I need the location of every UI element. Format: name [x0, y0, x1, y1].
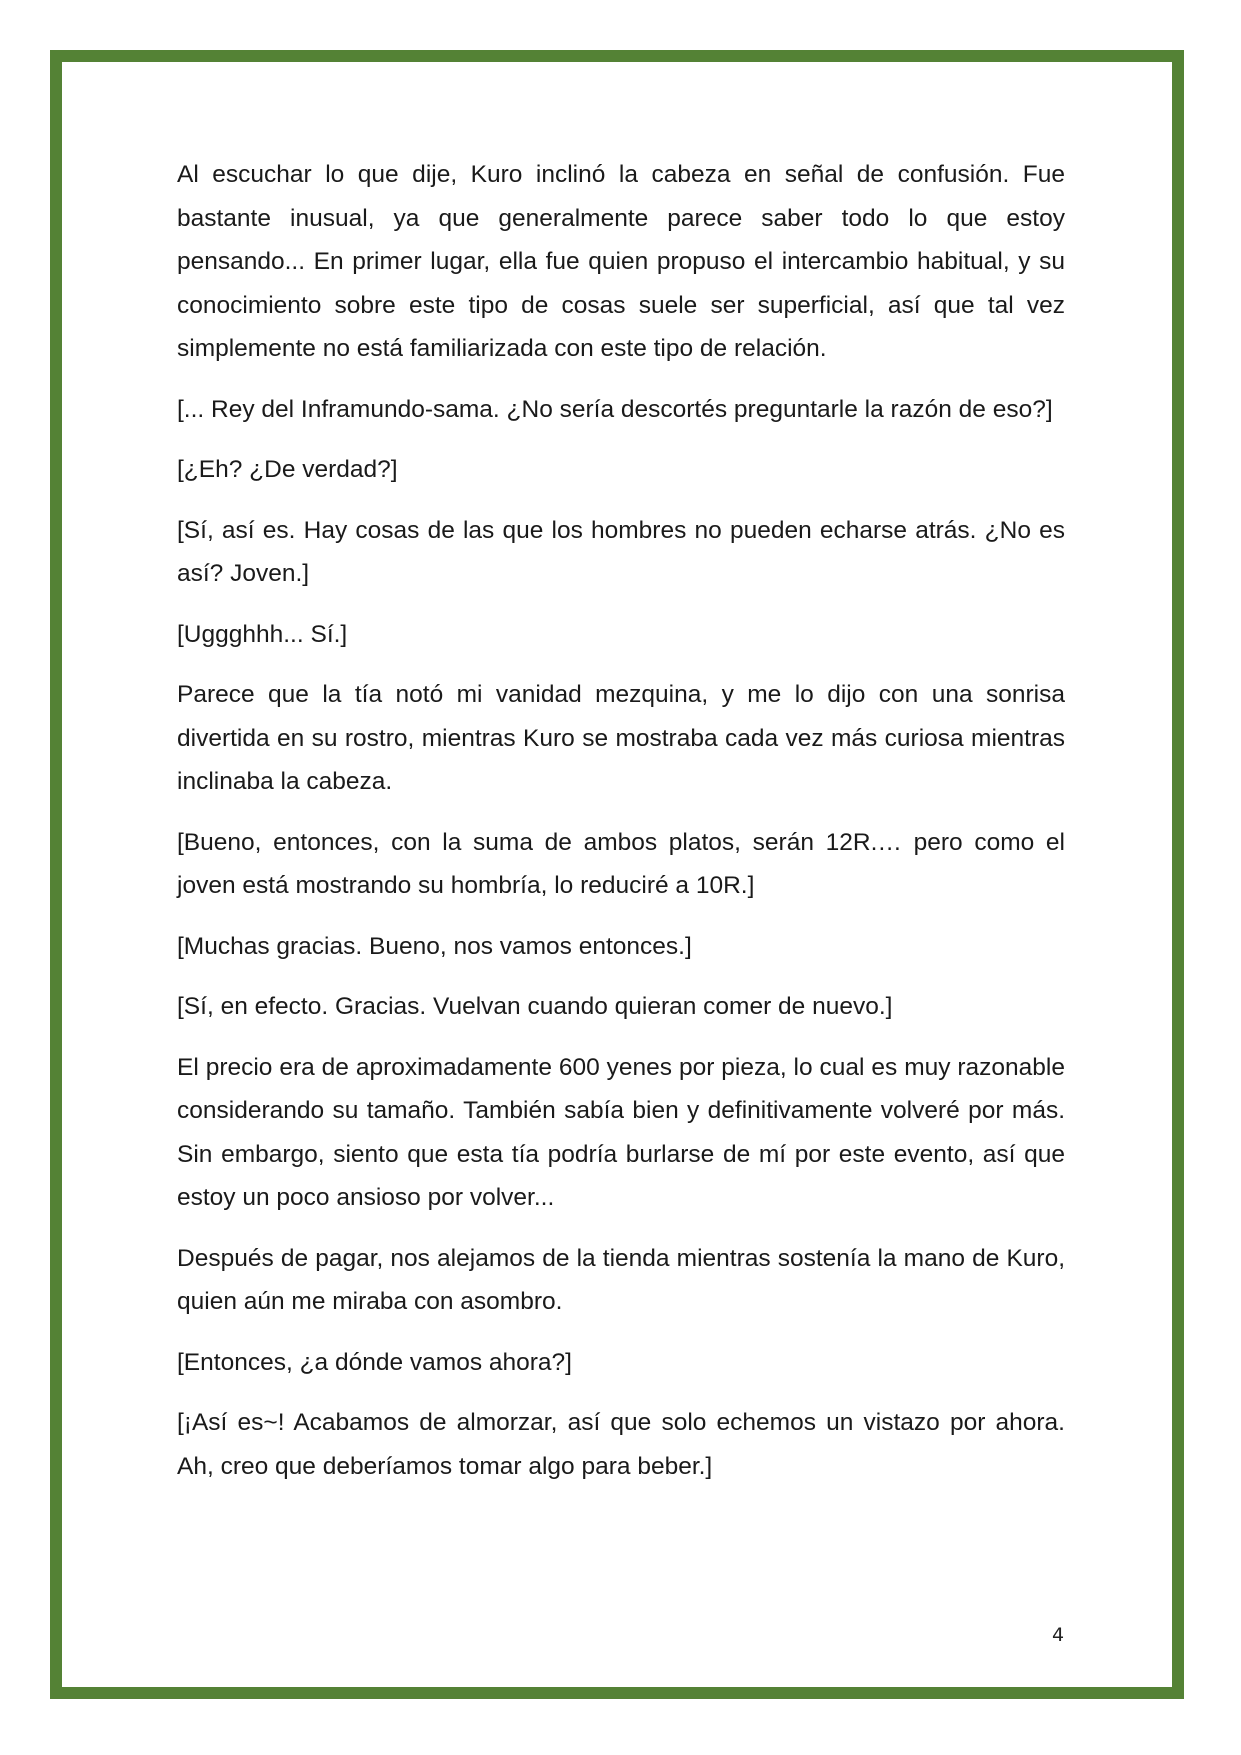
paragraph: El precio era de aproximadamente 600 yenes por pieza, lo cual es muy razonable considerando su tamaño. También sabía bien y definitivamente volveré por más. Sin embargo, siento que esta tía podría burlarse de mí por este evento, así que estoy un poco ansioso por volver...	[177, 1053, 1065, 1211]
dialogue-paragraph: [Entonces, ¿a dónde vamos ahora?]	[177, 1348, 572, 1376]
paragraph: Parece que la tía notó mi vanidad mezquina, y me lo dijo con una sonrisa divertida en su rostro, mientras Kuro se mostraba cada vez más curiosa mientras inclinaba la cabeza.	[177, 681, 1065, 795]
dialogue-paragraph: [Sí, en efecto. Gracias. Vuelvan cuando quieran comer de nuevo.]	[177, 993, 893, 1020]
dialogue-paragraph: [... Rey del Inframundo-sama. ¿No sería descortés preguntarle la razón de eso?]	[177, 395, 1053, 423]
dialogue-paragraph: [¡Así es~! Acabamos de almorzar, así que solo echemos un vistazo por ahora. Ah, creo que deberíamos tomar algo para beber.]	[177, 1409, 1065, 1480]
dialogue-paragraph: [Muchas gracias. Bueno, nos vamos entonces.]	[177, 932, 692, 960]
paragraph: Después de pagar, nos alejamos de la tienda mientras sostenía la mano de Kuro, quien aún me miraba con asombro.	[177, 1244, 1065, 1315]
dialogue-paragraph: [Uggghhh... Sí.]	[177, 620, 348, 648]
dialogue-paragraph: [Bueno, entonces, con la suma de ambos platos, serán 12R.… pero como el joven está mostrando su hombría, lo reduciré a 10R.]	[177, 828, 1065, 899]
dialogue-paragraph: [Sí, así es. Hay cosas de las que los hombres no pueden echarse atrás. ¿No es así? Joven.]	[177, 516, 1065, 587]
paragraph: Al escuchar lo que dije, Kuro inclinó la cabeza en señal de confusión. Fue bastante inusual, ya que generalmente parece saber todo lo que estoy pensando... En primer lugar, ella fue quien propuso el intercambio habitual, y su conocimiento sobre este tipo de cosas suele ser superficial, así que tal vez simplemente no está familiarizada con este tipo de relación.	[177, 161, 1065, 362]
page-number: 4	[1052, 1624, 1065, 1646]
document-body	[177, 153, 1065, 1505]
dialogue-paragraph: [¿Eh? ¿De verdad?]	[177, 456, 398, 483]
